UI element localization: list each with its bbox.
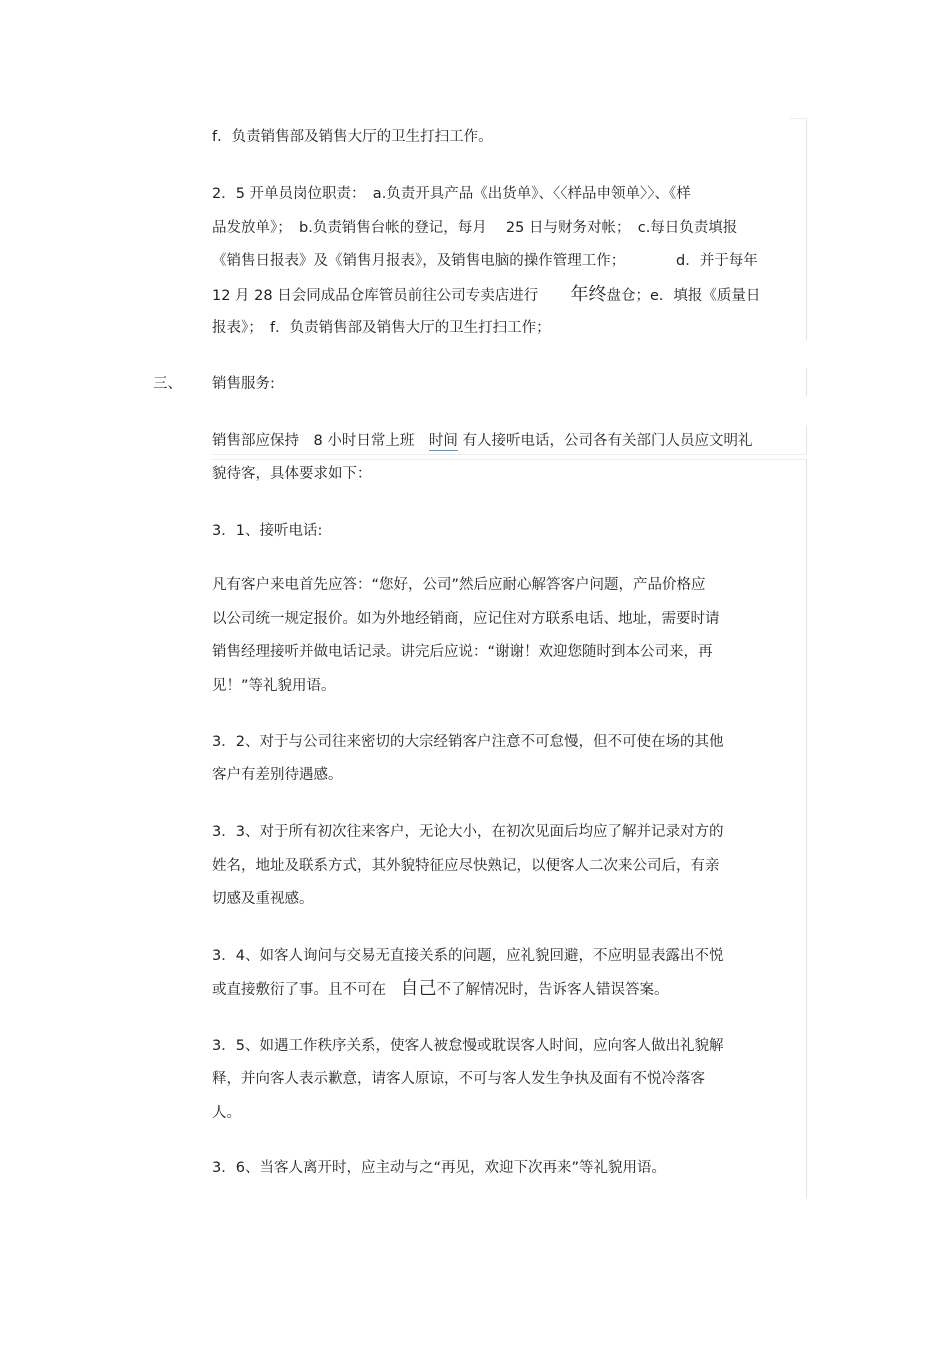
paragraph-line: 见！”等礼貌用语。 <box>212 678 336 694</box>
paragraph-line: 3．3、对于所有初次往来客户，无论大小，在初次见面后均应了解并记录对方的 <box>212 824 724 840</box>
paragraph-line <box>212 431 752 451</box>
paragraph-line: 以公司统一规定报价。如为外地经销商，应记住对方联系电话、地址，需要时请 <box>212 611 720 627</box>
subsection-title: 3．1、接听电话: <box>212 523 323 539</box>
paragraph-line: 销售经理接听并做电话记录。讲完后应说：“谢谢！欢迎您随时到本公司来，再 <box>212 644 713 660</box>
paragraph-line: 报表》； f．负责销售部及销售大厅的卫生打扫工作； <box>212 320 551 336</box>
paragraph-line: 客户有差别待遇感。 <box>212 767 343 783</box>
text-run: 销售部应保持 8 小时日常上班 <box>212 433 429 449</box>
text-run: 不了解情况时，告诉客人错误答案。 <box>436 982 669 998</box>
paragraph-line: 3．6、当客人离开时，应主动与之“再见，欢迎下次再来”等礼貌用语。 <box>212 1160 666 1176</box>
paragraph-line <box>212 979 669 1000</box>
paragraph-line: 凡有客户来电首先应答：“您好，公司”然后应耐心解答客户问题，产品价格应 <box>212 577 706 593</box>
table-border-right <box>806 425 807 455</box>
text-run: 或直接敷衍了事。且不可在 <box>212 982 401 998</box>
underlined-word: 时间 <box>428 433 458 449</box>
text-run: 12 月 28 日会同成品仓库管员前往公司专卖店进行 <box>212 288 539 304</box>
paragraph-line: 3．2、对于与公司往来密切的大宗经销客户注意不可怠慢，但不可使在场的其他 <box>212 734 724 750</box>
paragraph-line: 2．5 开单员岗位职责： a.负责开具产品《出货单》、〈〈样品申领单〉〉、《样 <box>212 186 691 202</box>
text-run: 有人接听电话，公司各有关部门人员应文明礼 <box>457 433 753 449</box>
table-border-right <box>806 368 807 396</box>
paragraph-line: 释，并向客人表示歉意，请客人原谅，不可与客人发生争执及面有不悦冷落客 <box>212 1071 705 1087</box>
text-run-large: 自己 <box>400 978 437 999</box>
table-border-top <box>212 454 807 455</box>
table-border-top <box>790 118 807 119</box>
paragraph-line: 3．5、如遇工作秩序关系，使客人被怠慢或耽误客人时间，应向客人做出礼貌解 <box>212 1038 724 1054</box>
paragraph-line: 姓名，地址及联系方式，其外貌特征应尽快熟记，以便客人二次来公司后，有亲 <box>212 858 720 874</box>
paragraph-line: 3．4、如客人询问与交易无直接关系的问题，应礼貌回避，不应明显表露出不悦 <box>212 948 724 964</box>
paragraph-line: 品发放单》； b.负责销售台帐的登记，每月 25 日与财务对帐； c.每日负责填报 <box>212 220 738 236</box>
section-number: 三、 <box>153 376 182 392</box>
paragraph-line: f．负责销售部及销售大厅的卫生打扫工作。 <box>212 129 493 145</box>
paragraph-line: 《销售日报表》及《销售月报表》，及销售电脑的操作管理工作； d．并于每年 <box>212 253 758 269</box>
section-title: 销售服务: <box>212 376 275 392</box>
text-run-large: 年终 <box>570 284 607 305</box>
table-border-top <box>212 459 807 460</box>
paragraph-line: 貌待客，具体要求如下： <box>212 466 372 482</box>
table-border-right <box>806 118 807 340</box>
table-border-right <box>806 459 807 1199</box>
paragraph-line <box>212 285 760 306</box>
text-run: 盘仓；e．填报《质量日 <box>606 288 761 304</box>
paragraph-line: 人。 <box>212 1105 241 1121</box>
paragraph-line: 切感及重视感。 <box>212 891 314 907</box>
